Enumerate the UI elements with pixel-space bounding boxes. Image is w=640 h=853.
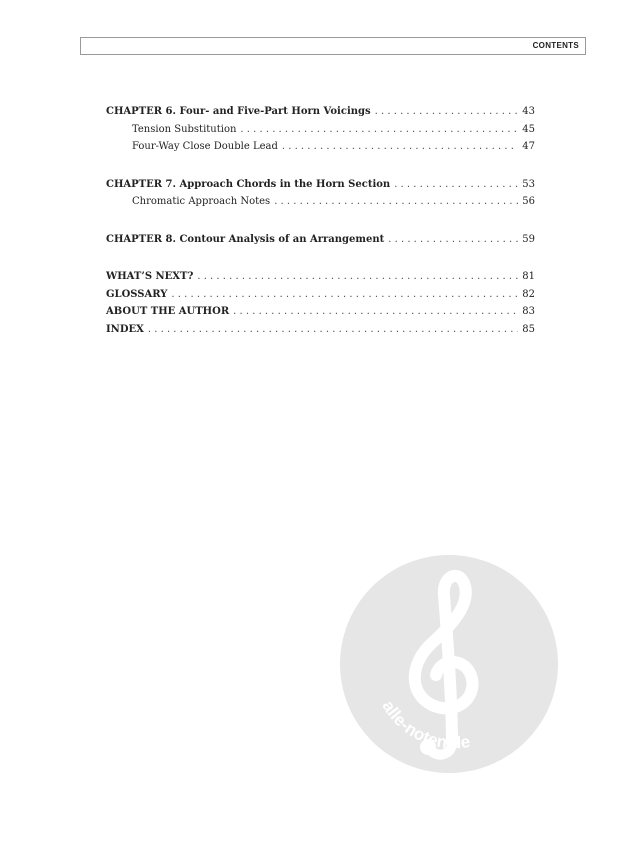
running-header [80, 37, 586, 55]
toc-entry[interactable] [106, 303, 535, 321]
header-label: CONTENTS [532, 41, 579, 50]
toc-entry[interactable] [106, 176, 535, 194]
toc-entry-title: Tension Substitution [132, 123, 237, 135]
watermark-logo [340, 555, 558, 773]
toc-entry-title: CHAPTER 7. Approach Chords in the Horn Section [106, 178, 391, 190]
toc-entry[interactable] [106, 231, 535, 249]
toc-entry-page: 83 [522, 306, 535, 317]
toc-group-chapter-8 [106, 231, 535, 249]
toc-entry-page: 47 [522, 141, 535, 152]
table-of-contents [106, 103, 535, 338]
toc-entry[interactable] [106, 138, 535, 156]
dot-leader [197, 268, 518, 286]
dot-leader [394, 176, 518, 194]
toc-entry-title: Four-Way Close Double Lead [132, 141, 278, 152]
toc-entry-page: 56 [522, 196, 535, 207]
toc-entry[interactable] [106, 321, 535, 339]
dot-leader [274, 193, 518, 211]
watermark-text: alle-noten.de [378, 697, 472, 753]
toc-entry-page: 59 [522, 233, 535, 245]
dot-leader [282, 138, 518, 156]
toc-entry-title: INDEX [106, 323, 144, 335]
toc-entry[interactable] [106, 121, 535, 139]
toc-entry-title: GLOSSARY [106, 288, 168, 300]
dot-leader [233, 303, 518, 321]
toc-entry[interactable] [106, 193, 535, 211]
toc-group-chapter-7 [106, 176, 535, 211]
toc-entry-title: CHAPTER 6. Four- and Five-Part Horn Voicings [106, 106, 371, 117]
toc-entry[interactable] [106, 268, 535, 286]
dot-leader [171, 286, 518, 304]
toc-entry-title: ABOUT THE AUTHOR [106, 306, 230, 317]
toc-group-chapter-6 [106, 103, 535, 156]
dot-leader [388, 231, 518, 249]
toc-entry-page: 43 [522, 106, 535, 117]
toc-entry-page: 85 [522, 323, 535, 335]
toc-entry-page: 53 [522, 178, 535, 190]
dot-leader [148, 321, 518, 339]
dot-leader [240, 121, 518, 139]
toc-entry[interactable] [106, 286, 535, 304]
dot-leader [375, 103, 519, 121]
toc-entry-title: CHAPTER 8. Contour Analysis of an Arrangement [106, 233, 385, 245]
toc-entry-page: 81 [522, 271, 535, 282]
toc-entry[interactable] [106, 103, 535, 121]
toc-entry-title: WHAT’S NEXT? [106, 271, 194, 282]
toc-entry-page: 45 [522, 123, 535, 135]
toc-entry-title: Chromatic Approach Notes [132, 196, 271, 207]
toc-entry-page: 82 [522, 288, 535, 300]
toc-group-back-matter [106, 268, 535, 338]
